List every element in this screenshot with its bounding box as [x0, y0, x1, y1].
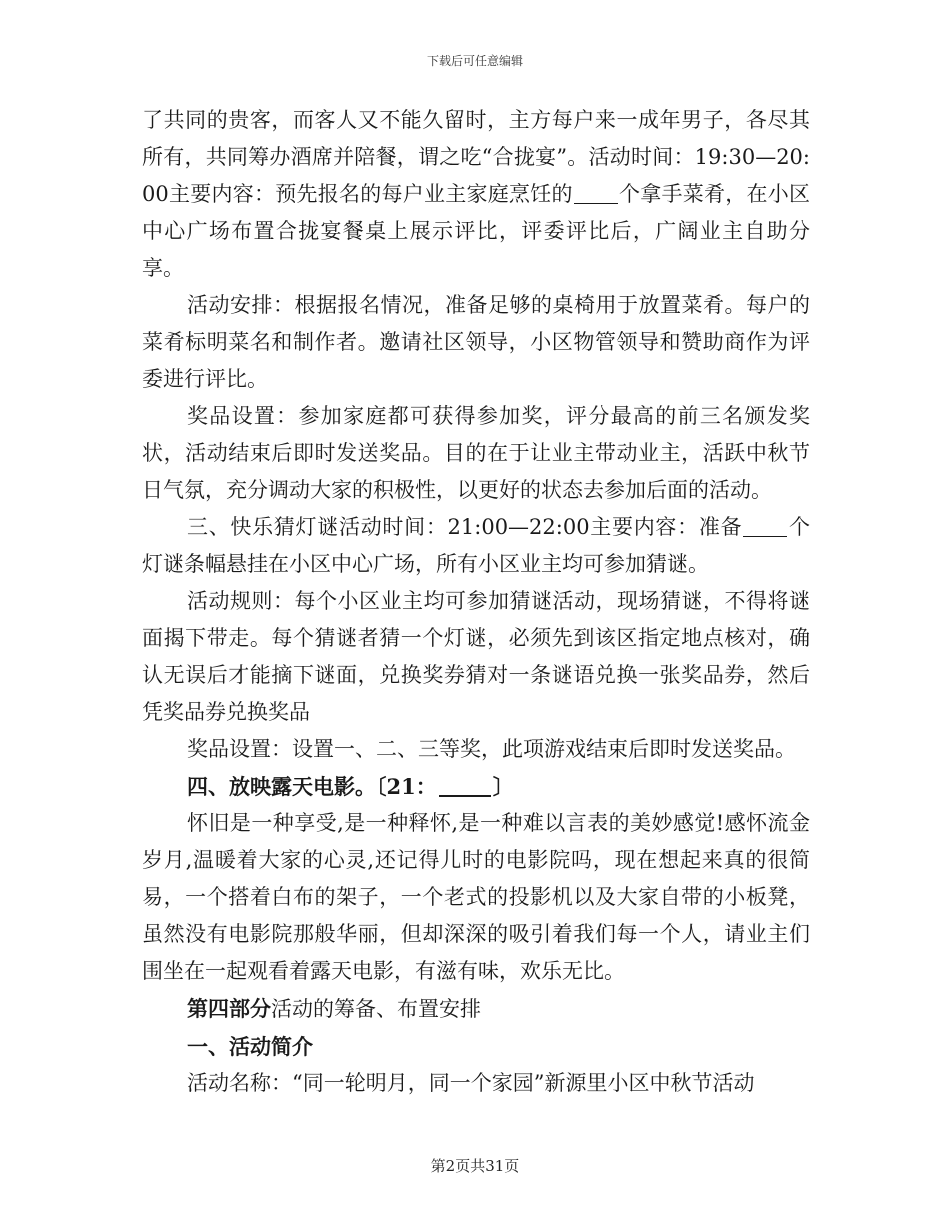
paragraph-text: 三、快乐猜灯谜活动时间：21:00—22:00主要内容：准备	[187, 515, 743, 539]
paragraph-text: 个灯谜条幅悬挂在小区中心广场，所有小区业主均可参加猜谜。	[142, 515, 810, 576]
page-header: 下载后可任意编辑	[426, 54, 523, 68]
paragraph-nostalgia: 怀旧是一种享受,是一种释怀,是一种难以言表的美妙感觉!感怀流金岁月,温暖着大家的心灵,还记得儿时的电影院吗，现在想起来真的很简易，一个搭着白布的架子，一个老式的投影机以及大家自带的小板凳，虽然没有电影院那般华丽，但却深深的吸引着我们每一个人，请业主们围坐在一起观看着露天电影，有滋有味，欢乐无比。	[142, 811, 810, 983]
heading-activity-intro: 一、活动简介	[187, 1034, 313, 1059]
heading-part-four	[142, 990, 810, 1028]
heading-text: 〕	[492, 774, 514, 799]
paragraph-feast-content	[142, 102, 810, 287]
paragraph-riddle-prizes: 奖品设置：设置一、二、三等奖，此项游戏结束后即时发送奖品。	[187, 737, 796, 761]
heading-outdoor-movie	[142, 768, 810, 805]
document-body	[142, 102, 810, 1102]
heading-text: 四、放映露天电影。〔21：	[187, 774, 437, 799]
part-title: 活动的筹备、布置安排	[271, 997, 481, 1021]
paragraph-activity-arrangement: 活动安排：根据报名情况，准备足够的桌椅用于放置菜肴。每户的菜肴标明菜名和制作者。邀请社区领导，小区物管领导和赞助商作为评委进行评比。	[142, 293, 810, 391]
paragraph-text: 个拿手菜肴，在小区中心广场布置合拢宴餐桌上展示评比，评委评比后，广阔业主自助分享。	[142, 182, 810, 280]
fill-in-blank	[574, 202, 618, 204]
fill-in-blank	[743, 535, 787, 537]
part-label: 第四部分	[187, 996, 271, 1021]
paragraph-prize-setting: 奖品设置：参加家庭都可获得参加奖，评分最高的前三名颁发奖状，活动结束后即时发送奖品。目的在于让业主带动业主，活跃中秋节日气氛，充分调动大家的积极性，以更好的状态去参加后面的活动。	[142, 404, 810, 502]
paragraph-activity-name: 活动名称：“同一轮明月，同一个家园”新源里小区中秋节活动	[187, 1071, 755, 1095]
fill-in-blank	[439, 794, 491, 797]
paragraph-lantern-riddles	[142, 509, 810, 583]
paragraph-text: 了共同的贵客，而客人又不能久留时，主方每户来一成年男子，各尽其所有，共同筹办酒席并陪餐，谓之吃“合拢宴”。活动时间：19:30—20:00主要内容：预先报名的每户业主家庭烹饪的	[142, 108, 810, 206]
paragraph-riddle-rules: 活动规则：每个小区业主均可参加猜谜活动，现场猜谜，不得将谜面揭下带走。每个猜谜者猜一个灯谜，必须先到该区指定地点核对，确认无误后才能摘下谜面，兑换奖券猜对一条谜语兑换一张奖品券，然后凭奖品券兑换奖品	[142, 589, 810, 724]
page-footer: 第2页共31页	[430, 1157, 520, 1175]
